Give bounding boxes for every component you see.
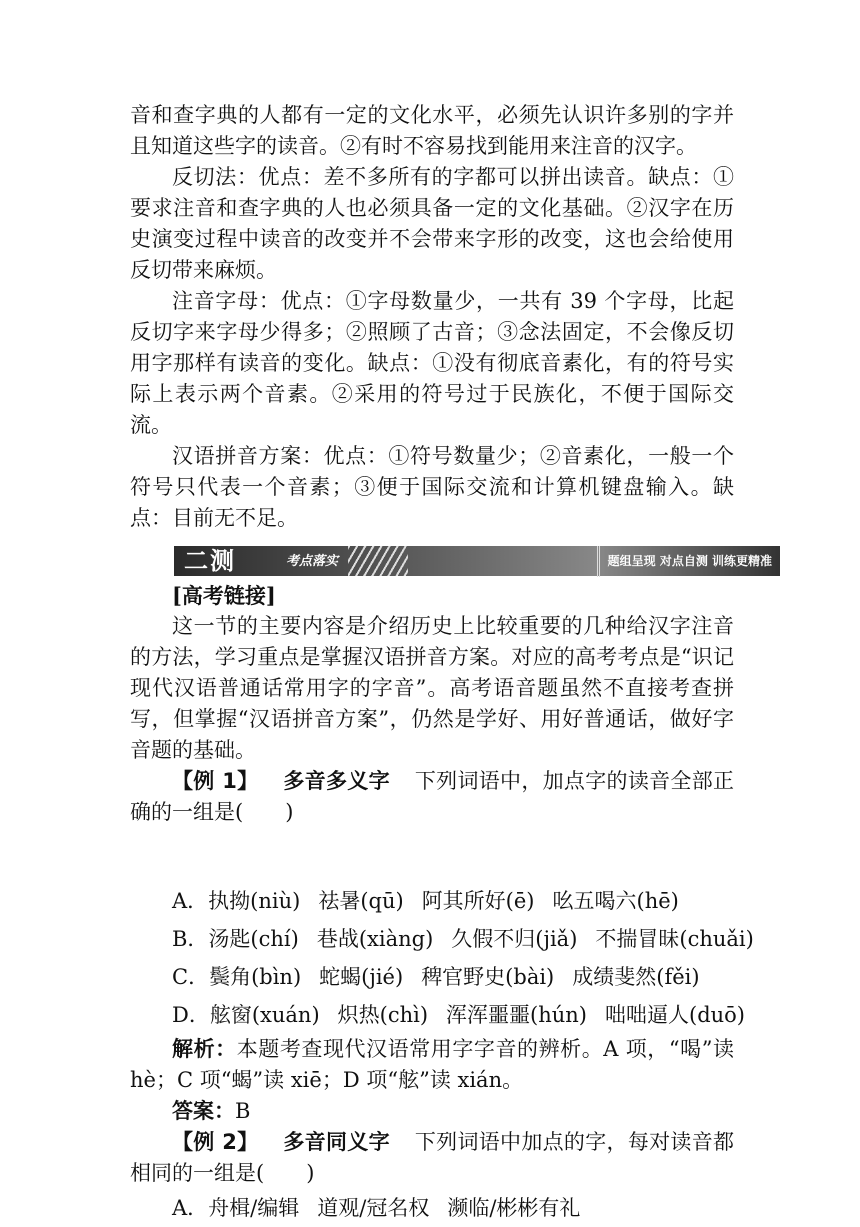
answer-label: 答案： bbox=[172, 1099, 235, 1123]
option-b-word-1: B．汤匙(chí) bbox=[172, 927, 299, 951]
option-d-word-3: 浑浑噩噩(hún) bbox=[446, 1003, 587, 1027]
banner-subtitle: 考点落实 bbox=[286, 553, 339, 569]
banner-title: 二测 bbox=[184, 546, 236, 575]
answer-text: B bbox=[235, 1099, 251, 1123]
option-b-word-3: 久假不归(jiǎ) bbox=[451, 927, 578, 951]
section-banner bbox=[174, 546, 780, 576]
option-d-word-2: 炽热(chì) bbox=[337, 1003, 429, 1027]
option-a-word-3: 阿其所好(ē) bbox=[421, 889, 535, 913]
option-b-word-2: 巷战(xiàng) bbox=[316, 927, 434, 951]
gaokao-title: [高考链接] bbox=[172, 583, 276, 608]
option-c-word-3: 稗官野史(bài) bbox=[421, 965, 555, 989]
option-c-word-4: 成绩斐然(fěi) bbox=[572, 965, 700, 989]
example2-topic: 多音同义字 bbox=[283, 1130, 390, 1154]
example1-option-c bbox=[130, 958, 734, 996]
example1-option-b bbox=[130, 920, 754, 958]
document-content bbox=[130, 100, 772, 1227]
option2-a-word-3: 濒临/彬彬有礼 bbox=[447, 1196, 581, 1220]
banner-stripes bbox=[348, 546, 408, 576]
analysis-label: 解析： bbox=[172, 1037, 237, 1061]
option-c-word-2: 蛇蝎(jié) bbox=[319, 965, 404, 989]
intro-paragraph: 音和查字典的人都有一定的文化水平，必须先认识许多别的字并且知道这些字的读音。②有时不容易找到能用来注音的汉字。 bbox=[130, 103, 734, 158]
example2-question: 下列词语中加点的字，每对读音都相同的一组是( ) bbox=[130, 1130, 734, 1185]
example2-tag: 【例 2】 bbox=[172, 1130, 259, 1154]
example1-answer bbox=[130, 1096, 734, 1127]
option2-a-word-1: A．舟楫/编辑 bbox=[172, 1196, 300, 1220]
example1-tag: 【例 1】 bbox=[172, 769, 259, 793]
option-c-word-1: C．鬓角(bìn) bbox=[172, 965, 302, 989]
spacer bbox=[130, 828, 734, 882]
gaokao-body: 这一节的主要内容是介绍历史上比较重要的几种给汉字注音的方法，学习重点是掌握汉语拼音方案。对应的高考考点是“识记现代汉语普通话常用字的字音”。高考语音题虽然不直接考查拼写，但掌握“汉语拼音方案”，仍然是学好、用好普通话，做好字音题的基础。 bbox=[130, 614, 734, 762]
example1-stem bbox=[130, 766, 734, 828]
example1-topic: 多音多义字 bbox=[283, 769, 390, 793]
example1-option-d bbox=[130, 996, 745, 1034]
example2-option-a bbox=[130, 1189, 734, 1227]
example1-analysis bbox=[130, 1034, 734, 1096]
option-d-word-1: D．舷窗(xuán) bbox=[172, 1003, 320, 1027]
option2-a-word-2: 道观/冠名权 bbox=[317, 1196, 430, 1220]
banner-tagline: 题组呈现 对点自测 训练更精准 bbox=[597, 546, 780, 577]
example1-question: 下列词语中，加点字的读音全部正确的一组是( ) bbox=[130, 769, 734, 824]
analysis-text: 本题考查现代汉语常用字字音的辨析。A 项，“喝”读 hè；C 项“蝎”读 xiē；D 项“舷”读 xián。 bbox=[130, 1037, 735, 1092]
option-d-word-4: 咄咄逼人(duō) bbox=[605, 1003, 745, 1027]
option-a-word-2: 祛暑(qū) bbox=[318, 889, 404, 913]
pinyin-paragraph: 汉语拼音方案：优点：①符号数量少；②音素化，一般一个符号只代表一个音素；③便于国际交流和计算机键盘输入。缺点：目前无不足。 bbox=[130, 444, 734, 530]
fanqie-paragraph: 反切法：优点：差不多所有的字都可以拼出读音。缺点：①要求注音和查字典的人也必须具备一定的文化基础。②汉字在历史演变过程中读音的改变并不会带来字形的改变，这也会给使用反切带来麻烦。 bbox=[130, 165, 734, 282]
option-a-word-4: 吆五喝六(hē) bbox=[552, 889, 679, 913]
option-a-word-1: A．执拗(niù) bbox=[172, 889, 301, 913]
zhuyin-paragraph: 注音字母：优点：①字母数量少，一共有 39 个字母，比起反切字来字母少得多；②照顾了古音；③念法固定，不会像反切用字那样有读音的变化。缺点：①没有彻底音素化，有的符号实际上表示两个音素。②采用的符号过于民族化，不便于国际交流。 bbox=[130, 289, 734, 437]
example1-option-a bbox=[130, 882, 734, 920]
example2-stem bbox=[130, 1127, 734, 1189]
option-b-word-4: 不揣冒昧(chuǎi) bbox=[595, 927, 754, 951]
